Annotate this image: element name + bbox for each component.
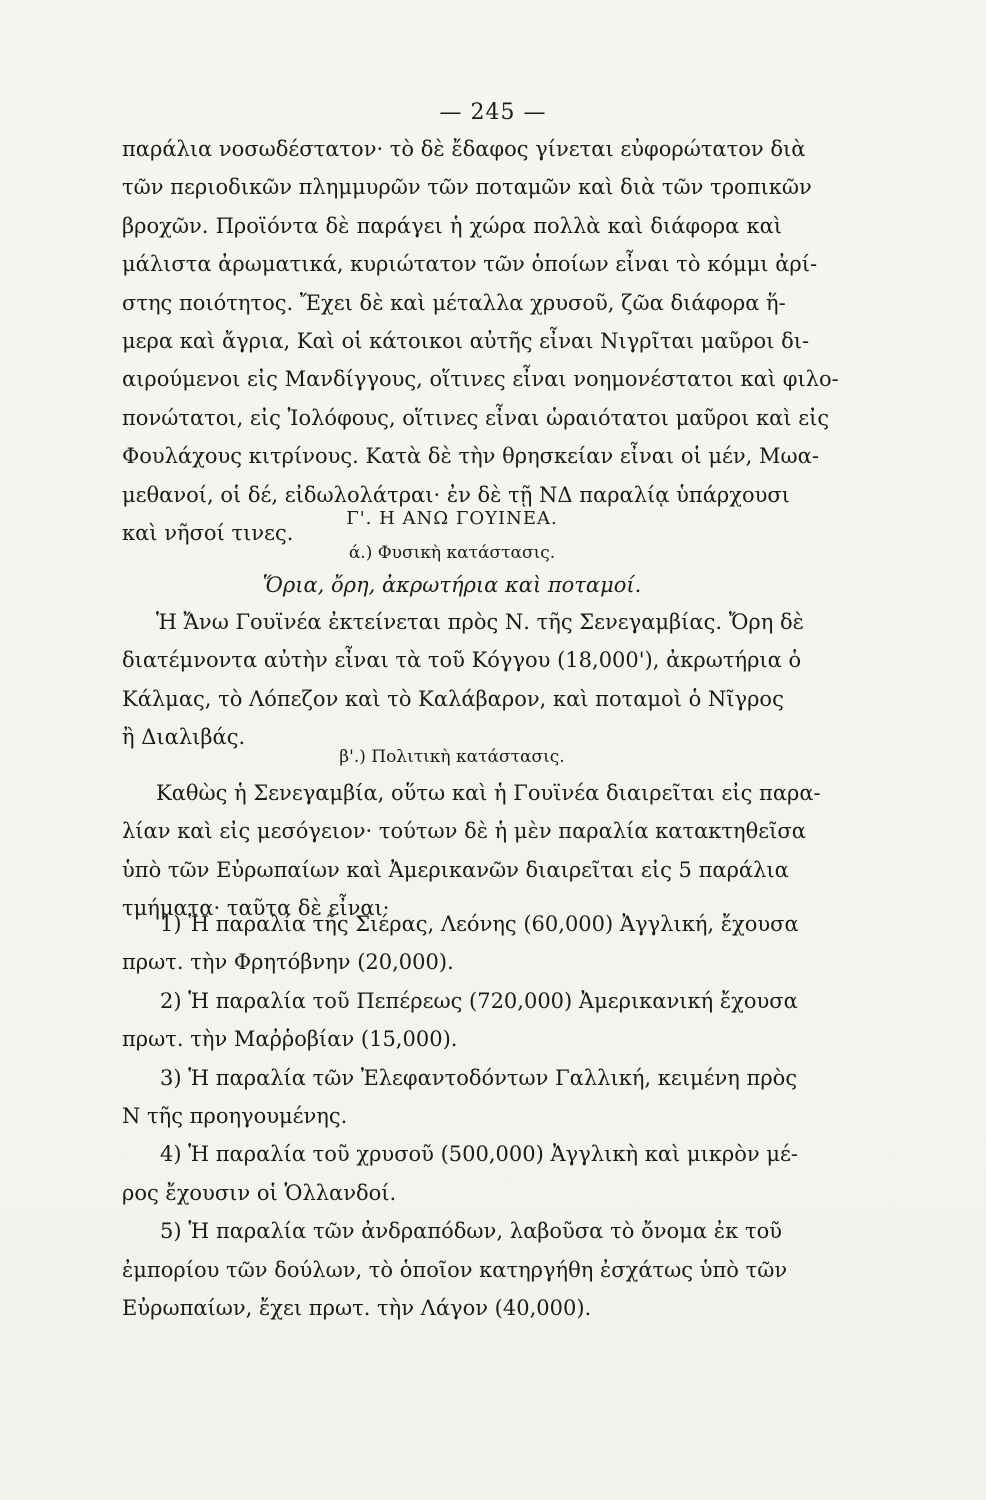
text-line: τμήματα· ταῦτα δὲ εἶναι·	[122, 896, 390, 921]
list-item-line: 3) Ἡ παραλία τῶν Ἐλεφαντοδόντων Γαλλική, κειμένη πρὸς	[160, 1065, 798, 1090]
list-item-line: 5) Ἡ παραλία τῶν ἀνδραπόδων, λαβοῦσα τὸ ὄνομα ἐκ τοῦ	[160, 1219, 782, 1244]
text-line: Κάλμας, τὸ Λόπεζον καὶ τὸ Καλάβαρον, καὶ ποταμοὶ ὁ Νῖγρος	[122, 686, 784, 711]
text-line: διατέμνοντα αὐτὴν εἶναι τὰ τοῦ Κόγγου (18,000'), ἀκρωτήρια ὁ	[122, 648, 802, 673]
subsection-heading-political: β'.) Πολιτικὴ κατάστασις.	[339, 747, 565, 767]
list-item-line: πρωτ. τὴν Φρητόβνην (20,000).	[122, 950, 454, 975]
text-line: μάλιστα ἀρωματικά, κυριώτατον τῶν ὁποίων εἶναι τὸ κόμμι ἀρί-	[122, 252, 818, 277]
text-line: ὑπὸ τῶν Εὐρωπαίων καὶ Ἀμερικανῶν διαιρεῖται εἰς 5 παράλια	[122, 857, 789, 882]
text-line: Φουλάχους κιτρίνους. Κατὰ δὲ τὴν θρησκείαν εἶναι οἱ μέν, Μωα-	[122, 444, 819, 469]
text-line: Καθὼς ἡ Σενεγαμβία, οὕτω καὶ ἡ Γουϊνέα διαιρεῖται εἰς παρα-	[156, 781, 821, 805]
text-line: λίαν καὶ εἰς μεσόγειον· τούτων δὲ ἡ μὲν παραλία κατακτηθεῖσα	[122, 819, 806, 844]
subheading-borders: Ὅρια, ὄρη, ἀκρωτήρια καὶ ποταμοί.	[262, 573, 642, 597]
text-line: μεθανοί, οἱ δέ, εἰδωλολάτραι· ἐν δὲ τῇ ΝΔ παραλίᾳ ὑπάρχουσι	[122, 482, 790, 507]
list-item-line: 4) Ἡ παραλία τοῦ χρυσοῦ (500,000) Ἀγγλικὴ καὶ μικρὸν μέ-	[160, 1142, 798, 1167]
text-line: παράλια νοσωδέστατον· τὸ δὲ ἔδαφος γίνεται εὐφορώτατον διὰ	[122, 137, 806, 161]
text-line: αιρούμενοι εἰς Μανδίγγους, οἵτινες εἶναι νοημονέστατοι καὶ φιλο-	[122, 367, 839, 392]
coast-list	[122, 905, 799, 1327]
list-item-line: ρος ἔχουσιν οἱ Ὁλλανδοί.	[122, 1180, 397, 1205]
list-item-line: 2) Ἡ παραλία τοῦ Πεπέρεως (720,000) Ἀμερικανική ἔχουσα	[160, 988, 798, 1013]
list-item-line: 1) Ἡ παραλία τῆς Σιέρας, Λεόνης (60,000) Ἀγγλική, ἔχουσα	[160, 912, 799, 936]
paragraph-senegambia-end	[122, 130, 839, 552]
text-line: πονώτατοι, εἰς Ἰολόφους, οἵτινες εἶναι ὡραιότατοι μαῦροι καὶ εἰς	[122, 405, 830, 430]
list-item-line: πρωτ. τὴν Μαῤῥοβίαν (15,000).	[122, 1027, 458, 1052]
text-line: στης ποιότητος. Ἔχει δὲ καὶ μέταλλα χρυσοῦ, ζῶα διάφορα ἥ-	[122, 290, 786, 315]
paragraph-borders	[122, 603, 804, 757]
page-number: — 245 —	[439, 100, 547, 125]
text-line: καὶ νῆσοί τινες.	[122, 520, 294, 545]
text-line: ἢ Διαλιβάς.	[122, 725, 246, 750]
section-heading-upper-guinea: Γ'. Η ΑΝΩ ΓΟΥΙΝΕΑ.	[346, 508, 558, 529]
text-line: βροχῶν. Προϊόντα δὲ παράγει ἡ χώρα πολλὰ καὶ διάφορα καὶ	[122, 213, 782, 238]
text-line: Ἡ Ἄνω Γουϊνέα ἐκτείνεται πρὸς Ν. τῆς Σενεγαμβίας. Ὄρη δὲ	[156, 610, 804, 634]
list-item-line: ἐμπορίου τῶν δούλων, τὸ ὁποῖον κατηργήθη ἐσχάτως ὑπὸ τῶν	[122, 1257, 788, 1282]
subsection-heading-physical: ά.) Φυσικὴ κατάστασις.	[348, 543, 556, 563]
list-item-line: Ν τῆς προηγουμένης.	[122, 1103, 348, 1128]
text-line: μερα καὶ ἄγρια, Καὶ οἱ κάτοικοι αὐτῆς εἶναι Νιγρῖται μαῦροι δι-	[122, 328, 810, 353]
text-line: τῶν περιοδικῶν πλημμυρῶν τῶν ποταμῶν καὶ διὰ τῶν τροπικῶν	[122, 175, 812, 200]
list-item-line: Εὐρωπαίων, ἔχει πρωτ. τὴν Λάγον (40,000).	[122, 1295, 592, 1320]
